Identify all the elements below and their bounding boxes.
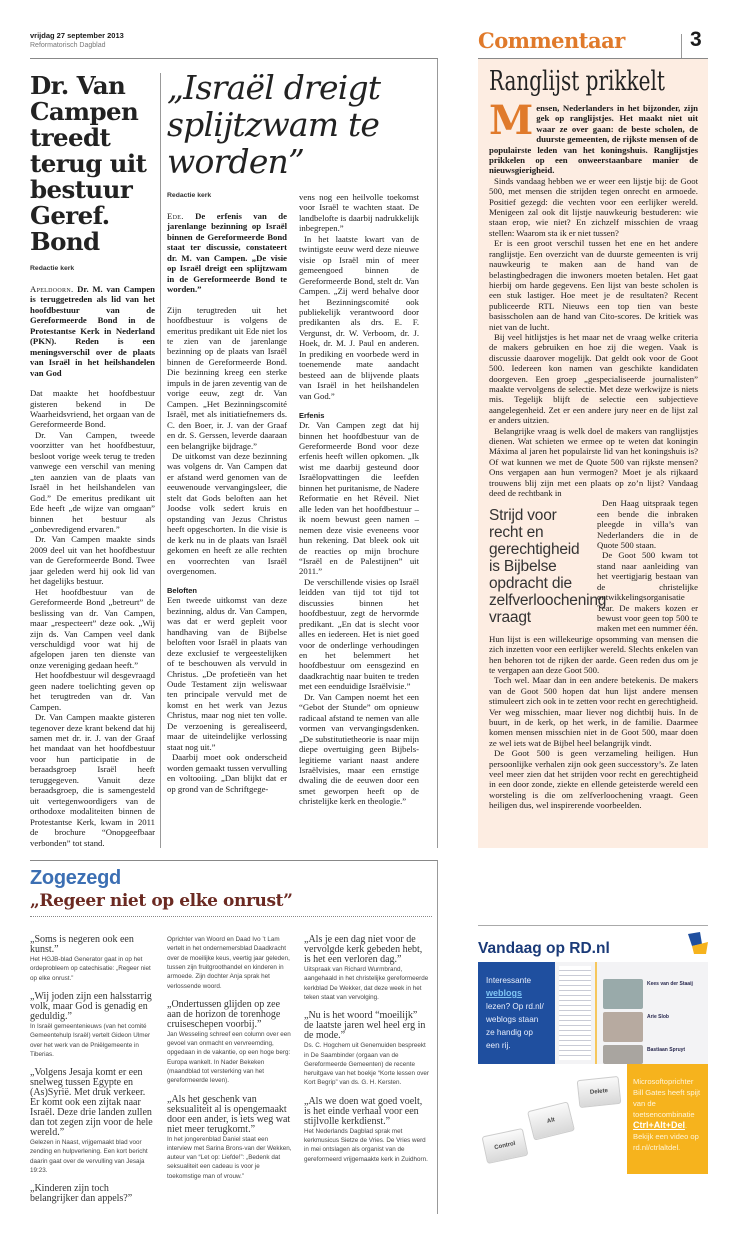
quote-item bbox=[167, 1095, 292, 1181]
page-number: 3 bbox=[690, 28, 702, 51]
quote-text: „Als je een dag niet voor de vervolgde kerk gebeden hebt, is het een verloren dag.” bbox=[304, 934, 423, 966]
paragraph: Belangrijke vraag is welk doel de makers van ranglijstjes dienen. Wat schieten we ermee op te weten dat koningin Máxima al jaren het populairste lid van het koningshuis is? Of wat kunnen we met de Quote 500 van rijkste mensen? Ons vergapen aan hun vermogen? Moet je als rijkaard trouwens blij zijn met een plaats op zo’n lijst? Vandaag deed de rechtbank in bbox=[489, 425, 698, 499]
quote-text: „Als het geschenk van seksualiteit al is opengemaakt door een ander, is iets weg wat niet meer terugkomt.” bbox=[167, 1093, 291, 1135]
paragraph: Sinds vandaag hebben we er weer een lijstje bij: de Goot 500, met mensen die strijden tegen onrecht en armoede. Positief gezegd: die vechten voor een eerlijker wereld. Menigeen zal ook dit lijstje nauwkeurig bestuderen: wie staan erop, wie niet? En zichzelf misschien de vraag stellen: Waarom sta ik er niet tussen? bbox=[489, 175, 698, 238]
accent-bar bbox=[595, 962, 597, 1064]
paragraph: Den Haag uitspraak tegen een bende die inbraken pleegde in villa’s van Nederlanders die in de Quote 500 staan. bbox=[597, 498, 698, 551]
news-area bbox=[30, 59, 438, 848]
page-grid bbox=[30, 59, 708, 1234]
paragraph: De verschillende visies op Israël leidden van tijd tot tijd tot discussies binnen het hoofdbestuur, zegt de hervormde predikant. „En dat is slecht voor alles en iedereen. Het is niet goed voor de onderlinge verhoudingen en het belemmert het hoofdbestuur om eensgezind en daadkrachtig naar buiten te treden met een eenduidige Israëlvisie.” bbox=[299, 576, 419, 692]
paragraph: Toch wel. Maar dan in een andere betekenis. De makers van de Goot 500 hopen dat hun lijst andere mensen stimuleert zich ook in te zetten voor recht en gerechtigheid. Ver weg misschien, maar liever nog dichtbij huis. In de buurt, in de kerk, op het werk, in de familie. Daarmee komen mensen misschien niet in de Goot 500, maar doen ze wel iets wat de Bijbel heel belangrijk vindt. bbox=[489, 675, 698, 748]
newspaper-name: Reformatorisch Dagblad bbox=[30, 42, 106, 49]
section-title: Commentaar bbox=[478, 28, 625, 53]
issue-date: vrijdag 27 september 2013 bbox=[30, 31, 124, 40]
quote-item bbox=[304, 935, 429, 1002]
blogger-photo bbox=[603, 979, 643, 1009]
paragraph: Dr. Van Campen noemt het een “Gebot der Stunde” om opnieuw radicaal afstand te nemen van alle vormen van vervangingsdenken. „De substitutietheorie is naar mijn diepe overtuiging geen Bijbels-legitieme variant naast andere Israëlvisies, maar een ernstige dwaling die de eeuwen door een smet geworpen heeft op de christelijke kerk en theologie.” bbox=[299, 691, 419, 807]
subhead: Beloften bbox=[167, 586, 197, 596]
quote-text: „Volgens Jesaja komt er een snelweg tussen Egypte en (As)Syrië. Met druk verkeer. Er komt ook een zijtak naar Israël. Deze drie landen zullen dan tot zegen zijn voor de hele wereld.” bbox=[30, 1067, 153, 1139]
quote-item bbox=[30, 1184, 155, 1204]
quote-item bbox=[304, 1097, 429, 1164]
intro-text: Dr. M. van Campen is teruggetreden als lid van het hoofdbestuur van de Gereformeerde Bond in de Protestantse Kerk in Nederland (PKN). Reden is een meningsverschil over de plaats van Israël in het heilshandelen van God bbox=[30, 284, 155, 378]
article1-headline: Dr. Van Campen treedt terug uit bestuur Geref. Bond bbox=[30, 71, 147, 256]
quote-source: Het Nederlands Dagblad sprak met kerkmusicus Sietze de Vries. De Vries werd in mei ontslagen als organist van de gereformeerd vrijgemaakte kerk in Zuidhorn. bbox=[304, 1127, 428, 1163]
ad-rule bbox=[478, 925, 708, 926]
paragraph: Een tweede uitkomst van deze bezinning, aldus dr. Van Campen, was dat er werd gepleit voor handhaving van de Bijbelse beloften voor Israël in plaats van deze exclusief te vergeestelijken of te beschouwen als vervuld in Christus. „De profetieën van het Oude Testament zijn weliswaar ten principale vervuld met de komst en het werk van Jezus Christus, maar nog niet ten volle. De verzoening is gerealiseerd, maar de uiteindelijke verlossing staat nog uit.” bbox=[167, 595, 287, 752]
editorial-first-paragraph bbox=[489, 97, 698, 176]
article2-headline: „Israël dreigt splijtzwam te worden” bbox=[167, 68, 381, 181]
zogezegd-column bbox=[304, 935, 429, 1204]
paragraph: vens nog een heilvolle toekomst voor Israël te wachten staat. De landbelofte is daarbij nadrukkelijk inbegrepen.” bbox=[299, 192, 419, 234]
article2-paragraphs bbox=[299, 192, 419, 401]
quote-text: „Als we doen wat goed voelt, is het einde verhaal voor een stijlvolle kerkdienst.” bbox=[304, 1095, 423, 1127]
paragraph: Het hoofdbestuur van de Gereformeerde Bond „betreurt” de beslissing van dr. Van Campen, maar „respecteert” deze ook. „Wij zijn ds. Van Campen veel dank verschuldigd voor wat hij de afgelopen jaren ten dienste van onze vereniging gedaan heeft.” bbox=[30, 586, 155, 670]
pull-quote: Strijd voor recht en gerechtigheid is Bijbelse opdracht die zelfverloochening vraagt bbox=[489, 507, 607, 627]
paragraph: De uitkomst van deze bezinning was volgens dr. Van Campen dat er afstand werd genomen van de eeuwenoude vervangingsleer, die stelt dat Gods beloften aan het Joodse volk sedert kruis en opstanding van Jezus Christus heeft opgeschorten. In die visie is de kerk nu in de plaats van Israël gekomen en heeft ze alle rechten en voorrechten van Israël overgenomen. bbox=[167, 450, 287, 576]
quote-source: Oprichter van Woord en Daad Ivo ’t Lam vertelt in het ondernemersblad Daadkracht over de moeilijke keus, veertig jaar geleden, tussen zijn fruitgroothandel en kinderen in armoede. Zijn dochter Anja sprak het verlossende woord. bbox=[167, 936, 290, 990]
quote-text: „Ondertussen glijden op zee aan de horizon de torenhoge cruiseschepen voorbij.” bbox=[167, 998, 281, 1030]
zogezegd-title: Zogezegd bbox=[30, 867, 121, 890]
quote-text: „Wij joden zijn een halsstarrig volk, maar God is genadig en geduldig.” bbox=[30, 990, 152, 1022]
quote-text: „Kinderen zijn toch belangrijker dan appels?” bbox=[30, 1183, 133, 1205]
blogger-photo bbox=[603, 1012, 643, 1042]
blogger-photo bbox=[603, 1045, 643, 1064]
article2-col2 bbox=[299, 192, 419, 807]
article1-byline: Redactie kerk bbox=[30, 265, 75, 272]
paragraph: Daarbij moet ook onderscheid worden gemaakt tussen vervulling en voltooiing. „Dan blijkt dat er op grond van de Schriftgege- bbox=[167, 752, 287, 794]
paragraph: Dr. Van Campen maakte sinds 2009 deel uit van het hoofdbestuur van de Gereformeerde Bond. Twee jaar geleden werd hij ook lid van het dagelijks bestuur. bbox=[30, 534, 155, 587]
promo-text: lezen? Op rd.nl/ weblogs staan ze handig op een rij. bbox=[486, 1002, 544, 1051]
quote-item bbox=[167, 1000, 292, 1086]
quote-item bbox=[30, 992, 155, 1059]
weblogs-link[interactable]: weblogs bbox=[486, 988, 523, 999]
editorial-box bbox=[478, 59, 708, 848]
quote-item bbox=[167, 935, 292, 991]
blogger-name: Bastiaan Spruyt bbox=[647, 1047, 686, 1054]
editorial-body bbox=[489, 97, 698, 811]
quote-source: In Israël gemeentenieuws (van het comité Gemeentehulp Israël) vertelt Gideon Ulmer over het werk van de Pniëlgemeente in Tiberias. bbox=[30, 1022, 151, 1058]
paragraph: In het laatste kwart van de twintigste eeuw werd deze nieuwe visie op Israël min of meer gemeengoed binnen de Gereformeerde Bond, stelt dr. Van Campen. „Zij werd behalve door het Bezinningscomité ook publiekelijk verantwoord door predikanten als drs. E. F. Vergunst, dr. W. Verboom, dr. J. Hoek, dr. M. J. Paul en anderen. In prediking en voorbede werd in toenemende mate aandacht besteed aan de blijvende plaats van Israël in het heilshandelen van God.” bbox=[299, 233, 419, 401]
ad-body bbox=[478, 962, 708, 1174]
dotted-divider bbox=[30, 916, 432, 917]
paragraph: Zijn terugtreden uit het hoofdbestuur is volgens de emeritus predikant uit Ede niet los te zien van de jarenlange bezinning op de plaats van Israël binnen de Gereformeerde Bond. Die bezinning kreeg een sterke impuls in de jaren zeventig van de vorige eeuw, zegt dr. Van Campen. „Het Bezinningscomité Israël, met als initiatiefnemers ds. C. den Boer, ir. J. van der Graaf en dr. S. Gerssen, leverde daaraan een belangrijke bijdrage.” bbox=[167, 304, 287, 451]
paragraph: Dr. Van Campen, tweede voorzitter van het hoofdbestuur, besloot vorige week terug te treden vanwege een verschil van mening „ten aanzien van de plaats van Israël in het heilshandelen van God.” De emeritus predikant uit Ede heeft „de wijze van omgaan” binnen het bestuur als „onbevredigend ervaren.” bbox=[30, 429, 155, 534]
article2-paragraphs bbox=[299, 420, 419, 807]
blogger-name: Kees van der Staaij bbox=[647, 981, 693, 988]
quote-item bbox=[304, 1011, 429, 1087]
paragraph: Dat maakte het hoofdbestuur gisteren bekend in De Waarheidsvriend, het orgaan van de Gereformeerde Bond. bbox=[30, 388, 155, 430]
zogezegd-column bbox=[30, 935, 155, 1204]
editorial-paragraphs bbox=[489, 176, 698, 499]
paragraph: Er is een groot verschil tussen het ene en het andere ranglijstje. Een overzicht van de duurste gemeenten is vrij nauwkeurig te maken aan de hand van de belastingbedragen die inwoners moeten betalen. Het gaat hierbij om harde gegevens. Een lijst van beste scholen is een stuk lastiger. Hoe meet je de resultaten? Recent publiceerde RTL Nieuws een top tien van beste basisscholen aan de hand van Cito-scores. De kritiek was niet van de lucht. bbox=[489, 238, 698, 332]
quote-source: Uitspraak van Richard Wurmbrand, aangehaald in het christelijke gereformeerde kerkblad De Wekker, dat deze week in het teken staat van vervolging. bbox=[304, 966, 429, 1001]
weblogs-promo[interactable] bbox=[478, 962, 555, 1064]
paragraph: Dr. Van Campen zegt dat hij binnen het hoofdbestuur van de Gereformeerde Bond voor deze erfenis heeft willen opkomen. „Ik wist me daarbij gesteund door Israëlopvattingen die leefden binnen het puritanisme, de Nadere Reformatie en het Réveil. Niet alle leden van het hoofdbestuur – ik noem bewust geen namen – nemen deze visie eveneens voor hun rekening. Dat bleek ook uit de reacties op mijn brochure “Israël en de Palestijnen” uit 2011.” bbox=[299, 420, 419, 577]
article2 bbox=[160, 68, 430, 848]
intro-text: De erfenis van de jarenlange bezinning op Israël binnen de Gereformeerde Bond staat ter discussie, constateert dr. M. van Campen. „De visie op Israël dreigt een splijtzwam in de Gereformeerde Bond te worden.” bbox=[167, 211, 287, 295]
zogezegd-columns bbox=[30, 935, 437, 1204]
zogezegd-section bbox=[30, 860, 438, 1214]
article2-col1 bbox=[167, 192, 287, 807]
keyboard-keys-image bbox=[478, 1064, 627, 1174]
promo-text: Microsoftoprichter Bill Gates heeft spijt van de toetsencombinatie bbox=[633, 1077, 701, 1120]
rd-logo-icon bbox=[686, 932, 708, 956]
ctrl-alt-del-link[interactable]: Ctrl+Alt+Del bbox=[633, 1120, 686, 1131]
quote-source: Ds. C. Hogchem uit Genemuiden bespreekt in De Saambinder (orgaan van de Gereformeerde Gemeenten) de recente heruitgave van het boekje “Korte lessen over Kort Begrip” van ds. G. H. Kersten. bbox=[304, 1042, 429, 1087]
article2-byline: Redactie kerk bbox=[167, 192, 212, 199]
website-screenshot bbox=[555, 962, 708, 1064]
promo-text: . Bekijk een video op rd.nl/ctrlaltdel. bbox=[633, 1121, 699, 1153]
drop-cap: M bbox=[489, 97, 534, 144]
ad-header bbox=[478, 932, 708, 962]
article1-body bbox=[30, 284, 155, 848]
dateline: Apeldoorn. bbox=[30, 284, 74, 294]
divider bbox=[681, 34, 682, 58]
article1-intro bbox=[30, 284, 155, 378]
article1-paragraphs bbox=[30, 388, 155, 848]
promo-text: Interessante bbox=[486, 976, 532, 986]
article2-paragraphs bbox=[167, 595, 287, 794]
quote-text: „Soms is negeren ook een kunst.” bbox=[30, 934, 134, 956]
quote-source: In het jongerenblad Daniel staat een interview met Sarina Brons-van der Wekken, auteur van “Let op: Liefde!”: „Bedenk dat seksualiteit een cadeau is voor je toekomstige man of vrouw.” bbox=[167, 1135, 292, 1180]
zogezegd-subtitle: „Regeer niet op elke onrust” bbox=[30, 891, 293, 912]
blogger-name: Arie Slob bbox=[647, 1014, 669, 1021]
editorial-headline: Ranglijst prikkelt bbox=[489, 66, 665, 97]
control-key: Control bbox=[482, 1128, 529, 1164]
ctrl-alt-del-promo[interactable] bbox=[627, 1064, 708, 1174]
quote-item bbox=[30, 935, 155, 983]
paragraph: Bij veel hitlijstjes is het maar net de vraag welke criteria de makers gebruiken en hoe zij die wegen. Vaak is discussie daarover mogelijk. Dat geldt ook voor de Goot 500. Iedereen kon namen van geschikte kandidaten doorgeven. Een groep „gespecialiseerde journalisten” maakte vervolgens de selectie. Met deze werkwijze is niets mis. Tegelijk blijft de selectie een subjectieve aangelegenheid. Zet er een andere jury neer en de lijst zal er anders uitzien. bbox=[489, 331, 698, 426]
article2-intro bbox=[167, 211, 287, 295]
paragraph: Dr. Van Campen maakte gisteren tegenover deze krant bekend dat hij samen met dr. ir. J. van der Graaf het mandaat van het hoofdbestuur voor hun participatie in de beraadsgroep Israël heeft teruggegeven. Vanuit deze beraadsgroep, die is samengesteld uit vertegenwoordigers van de orthodoxe modaliteiten binnen de Protestantse Kerk, kwam in 2011 de brochure “Onopgeefbaar verbonden” tot stand. bbox=[30, 712, 155, 848]
menu-lines bbox=[559, 966, 591, 1060]
quote-text: „Nu is het woord “moeilijk” de laatste jaren wel heel erg in de mode.” bbox=[304, 1010, 426, 1042]
rd-promo bbox=[478, 925, 708, 1214]
quote-item bbox=[30, 1068, 155, 1175]
paragraph: De Goot 500 kwam tot stand naar aanleiding van het veertigjarig bestaan van de christelijke ontwikkelingsorganisatie Tear. De makers kozen er bewust voor geen top 500 te maken met een nummer één. Hun lijst is een willekeurige opsomming van mensen die zich inzetten voor een eerlijker wereld. Slechts enkelen van hen behoren tot de rijken der aarde. Geen reden dus om je te vergapen aan deze Goot 500. bbox=[489, 550, 698, 675]
quote-source: Jan Wesseling schreef een column over een gevoel van onmacht en vervreemding, opgedaan in de vakantie, op een hoge berg: Europa wankelt. In Nader Bekeken (maandblad tot versterking van het gereformeerde leven). bbox=[167, 1030, 291, 1085]
article1 bbox=[30, 73, 155, 848]
article2-paragraphs bbox=[167, 305, 287, 577]
quote-source: Het HGJB-blad Generator gaat in op het ordeprobleem op catechisatie: „Regeer niet op elke onrust.” bbox=[30, 956, 151, 982]
ad-title[interactable]: Vandaag op RD.nl bbox=[478, 940, 610, 958]
article2-columns bbox=[167, 192, 430, 807]
subhead: Erfenis bbox=[299, 411, 325, 421]
first-paragraph-text: ensen, Nederlanders in het bijzonder, zijn gek op ranglijstjes. Het maakt niet uit waar ze over gaan: de beste scholen, de duurste gemeenten, de rijkste mensen of de populairste leden van het koningshuis. Ranglijstjes prikkelen op een onweerstaanbare manier de nieuwsgierigheid. bbox=[489, 103, 698, 176]
zogezegd-column bbox=[167, 935, 292, 1204]
paragraph: Het hoofdbestuur wil desgevraagd geen nadere toelichting geven op het terugtreden van dr. Van Campen. bbox=[30, 670, 155, 712]
alt-key: Alt bbox=[527, 1101, 575, 1140]
dateline: Ede. bbox=[167, 211, 184, 221]
quote-source: Gelezen in Naast, vrijgemaakt blad voor zending en hulpverlening. Een kort bericht daarin gaat over de vervulling van Jesaja 19:23. bbox=[30, 1139, 148, 1174]
delete-key: Delete bbox=[577, 1076, 622, 1108]
paragraph: De Goot 500 is geen verzameling heiligen. Hun persoonlijke verhalen zijn ook geen successtory’s. Ze laten veel meer zien dat het strijden voor recht en gerechtigheid in een door zonde, ziekte en ellende geteisterde wereld een worsteling is die om zelfverloochening vraagt. Geen heiligen dus, wel inspirerende voorbeelden. bbox=[489, 748, 698, 811]
